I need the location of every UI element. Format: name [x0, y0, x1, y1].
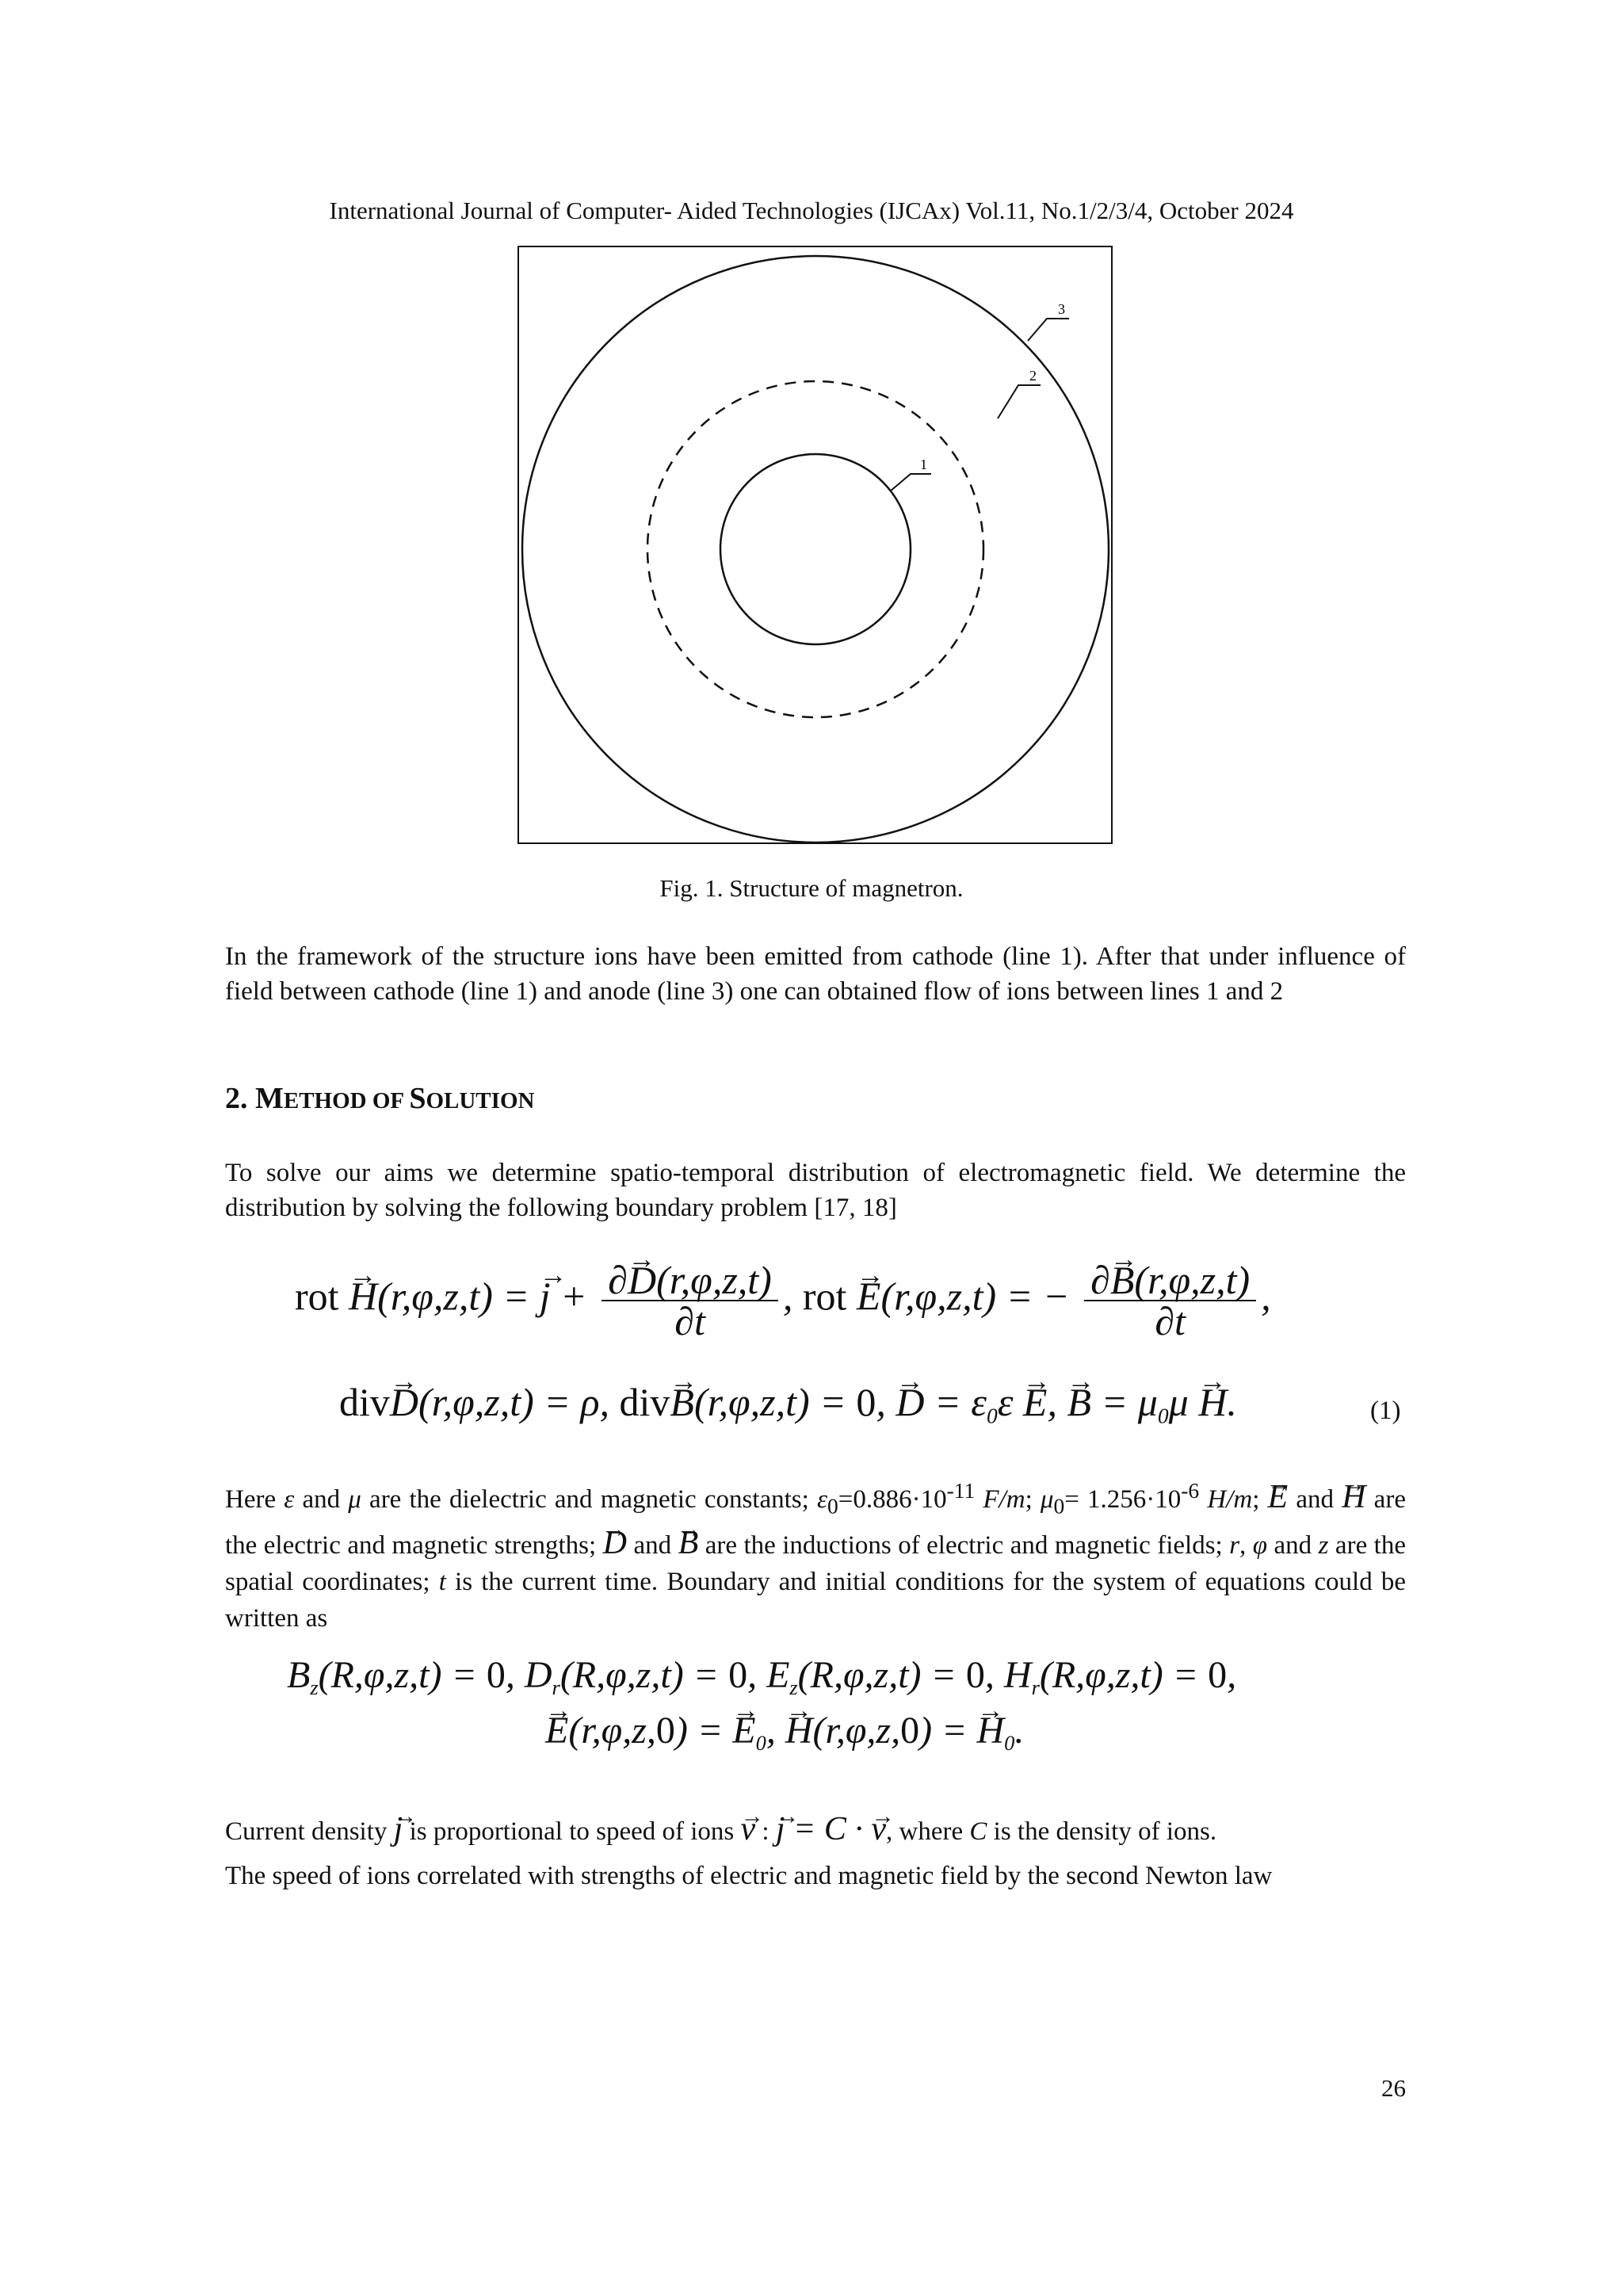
- journal-header: International Journal of Computer- Aided Technologies (IJCAx) Vol.11, No.1/2/3/4, October 2024: [329, 197, 1294, 224]
- equation-1-line-1: rot → H(r,φ,z,t) = → j + $\frac{\partial\to D(r,\varphi,z,t)}{\partial t}$ , rot → E(r,φ,z,t) = − $\frac{\partial\to B(r,\varphi,z,t)}{\partial t}$ ,: [295, 1260, 1271, 1341]
- figure-caption: Fig. 1. Structure of magnetron.: [659, 874, 964, 902]
- page-number: 26: [1381, 2074, 1406, 2102]
- figure-label-1: 1: [920, 457, 927, 472]
- paragraph-definitions: Here ε and μ are the dielectric and magnetic constants; $\varepsilon_0=0.886\cdot 10^{-11}$ F/m; $\mu_0= 1.256\cdot 10^{-6}$ H/m; → E and → H are the electric and magnetic strengths; → D and → B are the inductions of electric and magnetic fields; r, φ and z are the spatial coordinates; t is the current time. Boundary and initial conditions for the system of equations could be written as: [225, 1473, 1406, 1637]
- boundary-circle-line-2: [647, 381, 983, 717]
- equation-1-line-2: div→ D(r,φ,z,t) = ρ, div→ B(r,φ,z,t) = 0, → $D = \varepsilon_0\varepsilon \to E$, → $B = \mu_0\mu \to H$.: [339, 1382, 1237, 1427]
- current-density-formula: → j = C · → v: [776, 1811, 886, 1847]
- paragraph-structure: In the framework of the structure ions have been emitted from cathode (line 1). After that under influence of field between cathode (line 1) and anode (line 3) one can obtained flow of ions between lines 1 and 2: [225, 942, 1406, 1006]
- paragraph-method: To solve our aims we determine spatio-temporal distribution of electromagnetic field. We determine the distribution by solving the following boundary problem [17, 18]: [225, 1159, 1406, 1222]
- boundary-conditions-line-1: $B_z(R,\varphi,z,t) = 0$, $D_r(R,\varphi,z,t) = 0$, $E_z(R,\varphi,z,t) = 0$, $H_r(R,\varphi,z,t) = 0$,: [287, 1654, 1237, 1700]
- leader-line-1: [890, 474, 931, 491]
- leader-line-3: [1028, 319, 1069, 341]
- leader-line-2: [998, 385, 1041, 418]
- initial-conditions-line-2: → E(r,φ,z,0) = → $E_0$, → H(r,φ,z,0) = → $H_0$.: [545, 1712, 1024, 1754]
- anode-circle-line-3: [522, 256, 1109, 842]
- magnetron-figure: [517, 246, 1113, 846]
- paragraph-current-density: Current density → j is proportional to speed of ions → v : → j = C · → v, where C is the density of ions.: [225, 1809, 1406, 1851]
- equation-1-number: (1): [1370, 1396, 1401, 1425]
- figure-frame: [518, 246, 1112, 843]
- cathode-circle-line-1: [720, 454, 911, 644]
- figure-label-2: 2: [1029, 368, 1037, 384]
- figure-label-3: 3: [1058, 301, 1065, 317]
- section-heading: 2. METHOD OF SOLUTION: [225, 1082, 535, 1115]
- paragraph-newton: The speed of ions correlated with strengths of electric and magnetic field by the second Newton law: [225, 1862, 1273, 1890]
